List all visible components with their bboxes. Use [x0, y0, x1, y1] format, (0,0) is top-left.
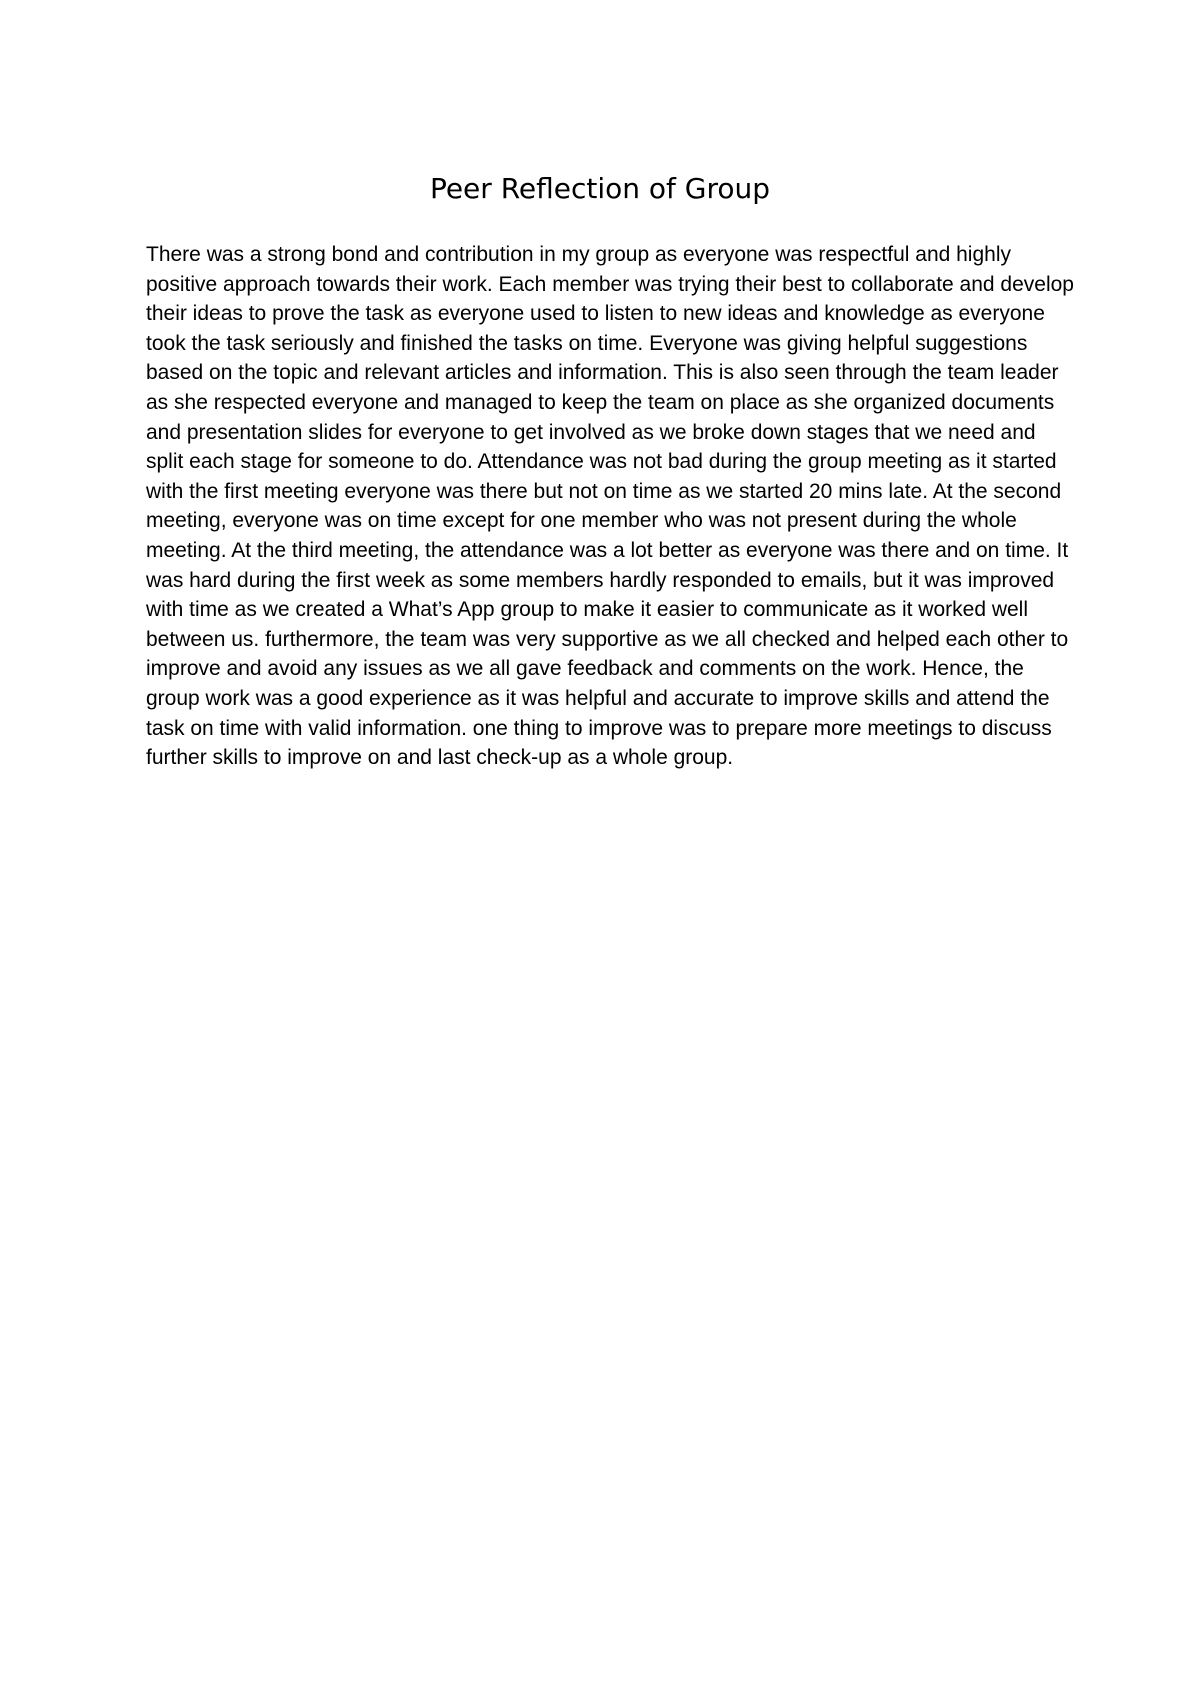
- body-paragraph: There was a strong bond and contribution in my group as everyone was respectful and highly positive approach towards their work. Each member was trying their best to collaborate and develop their ideas to prove the task as everyone used to listen to new ideas and knowledge as everyone took the task seriously and finished the tasks on time. Everyone was giving helpful suggestions based on the topic and relevant articles and information. This is also seen through the team leader as she respected everyone and managed to keep the team on place as she organized documents and presentation slides for everyone to get involved as we broke down stages that we need and split each stage for someone to do. Attendance was not bad during the group meeting as it started with the first meeting everyone was there but not on time as we started 20 mins late. At the second meeting, everyone was on time except for one member who was not present during the whole meeting. At the third meeting, the attendance was a lot better as everyone was there and on time. It was hard during the first week as some members hardly responded to emails, but it was improved with time as we created a What’s App group to make it easier to communicate as it worked well between us. furthermore, the team was very supportive as we all checked and helped each other to improve and avoid any issues as we all gave feedback and comments on the work. Hence, the group work was a good experience as it was helpful and accurate to improve skills and attend the task on time with valid information. one thing to improve was to prepare more meetings to discuss further skills to improve on and last check-up as a whole group.: [146, 243, 1074, 770]
- document-title: Peer Reflection of Group: [429, 172, 771, 205]
